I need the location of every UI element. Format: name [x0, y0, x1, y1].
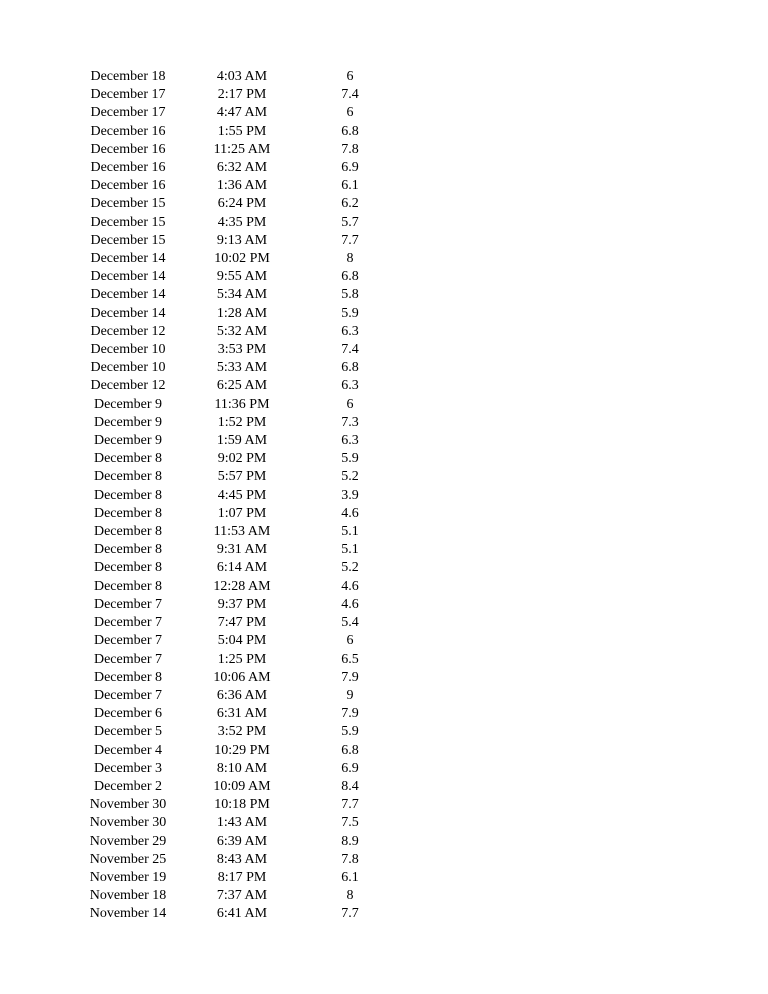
value-cell: 7.7	[341, 232, 359, 248]
table-row	[60, 487, 412, 505]
value-cell: 6.2	[341, 196, 359, 212]
time-cell: 6:36 AM	[216, 687, 268, 703]
table-row	[60, 68, 412, 86]
table-row	[60, 578, 412, 596]
value-cell: 6.9	[341, 760, 359, 776]
value-cell: 6.3	[341, 433, 359, 449]
table-row	[60, 414, 412, 432]
value-cell: 5.2	[341, 560, 359, 576]
value-cell: 7.4	[341, 342, 359, 358]
value-cell: 6.9	[341, 160, 359, 176]
table-row	[60, 760, 412, 778]
time-cell: 5:33 AM	[216, 360, 268, 376]
date-cell: December 8	[93, 524, 163, 540]
time-cell: 7:47 PM	[217, 615, 267, 631]
time-cell: 6:14 AM	[216, 560, 268, 576]
table-row	[60, 833, 412, 851]
time-cell: 1:59 AM	[216, 433, 268, 449]
time-cell: 8:10 AM	[216, 760, 268, 776]
value-cell: 4.6	[341, 578, 359, 594]
value-cell: 6.3	[341, 323, 359, 339]
time-cell: 6:24 PM	[217, 196, 267, 212]
table-row	[60, 377, 412, 395]
value-cell: 6.8	[341, 123, 359, 139]
table-row	[60, 341, 412, 359]
value-cell: 6.8	[341, 742, 359, 758]
table-row	[60, 268, 412, 286]
value-cell: 8.9	[341, 833, 359, 849]
time-cell: 3:53 PM	[217, 342, 267, 358]
table-row	[60, 651, 412, 669]
value-cell: 6	[346, 105, 354, 121]
date-cell: November 14	[89, 906, 167, 922]
value-cell: 4.6	[341, 505, 359, 521]
date-cell: December 8	[93, 669, 163, 685]
date-cell: December 8	[93, 542, 163, 558]
time-cell: 9:13 AM	[216, 232, 268, 248]
date-cell: November 30	[89, 815, 167, 831]
date-cell: December 3	[93, 760, 163, 776]
value-cell: 8.4	[341, 778, 359, 794]
table-row	[60, 814, 412, 832]
table-row	[60, 559, 412, 577]
date-cell: December 7	[93, 633, 163, 649]
time-cell: 2:17 PM	[217, 87, 267, 103]
date-cell: December 8	[93, 469, 163, 485]
date-cell: December 8	[93, 560, 163, 576]
date-cell: December 5	[93, 724, 163, 740]
date-cell: December 12	[90, 378, 166, 394]
time-cell: 5:34 AM	[216, 287, 268, 303]
time-cell: 11:53 AM	[213, 524, 271, 540]
date-cell: December 14	[90, 287, 166, 303]
time-cell: 1:52 PM	[217, 414, 267, 430]
table-row	[60, 687, 412, 705]
table-row	[60, 851, 412, 869]
time-cell: 9:02 PM	[217, 451, 267, 467]
table-row	[60, 523, 412, 541]
table-row	[60, 669, 412, 687]
value-cell: 5.2	[341, 469, 359, 485]
time-cell: 6:31 AM	[216, 706, 268, 722]
date-cell: November 19	[89, 869, 167, 885]
value-cell: 6	[346, 633, 354, 649]
date-cell: December 14	[90, 269, 166, 285]
table-row	[60, 323, 412, 341]
table-row	[60, 214, 412, 232]
table-row	[60, 632, 412, 650]
time-cell: 1:43 AM	[216, 815, 268, 831]
time-cell: 9:37 PM	[217, 596, 267, 612]
time-cell: 6:39 AM	[216, 833, 268, 849]
table-row	[60, 742, 412, 760]
table-row	[60, 887, 412, 905]
time-cell: 6:32 AM	[216, 160, 268, 176]
time-cell: 1:28 AM	[216, 305, 268, 321]
table-row	[60, 905, 412, 923]
data-table	[60, 68, 412, 924]
table-row	[60, 104, 412, 122]
date-cell: December 16	[90, 160, 166, 176]
table-row	[60, 505, 412, 523]
time-cell: 1:36 AM	[216, 178, 268, 194]
value-cell: 6.8	[341, 360, 359, 376]
time-cell: 7:37 AM	[216, 888, 268, 904]
table-row	[60, 705, 412, 723]
date-cell: December 15	[90, 196, 166, 212]
date-cell: November 29	[89, 833, 167, 849]
date-cell: December 10	[90, 342, 166, 358]
value-cell: 7.5	[341, 815, 359, 831]
date-cell: December 7	[93, 651, 163, 667]
date-cell: December 9	[93, 433, 163, 449]
time-cell: 4:47 AM	[216, 105, 268, 121]
value-cell: 5.4	[341, 615, 359, 631]
value-cell: 7.9	[341, 706, 359, 722]
date-cell: December 12	[90, 323, 166, 339]
value-cell: 5.9	[341, 451, 359, 467]
time-cell: 10:29 PM	[214, 742, 270, 758]
date-cell: December 17	[90, 105, 166, 121]
date-cell: November 18	[89, 888, 167, 904]
table-row	[60, 468, 412, 486]
date-cell: December 17	[90, 87, 166, 103]
time-cell: 12:28 AM	[213, 578, 271, 594]
date-cell: December 16	[90, 123, 166, 139]
value-cell: 7.7	[341, 906, 359, 922]
date-cell: December 8	[93, 487, 163, 503]
time-cell: 1:25 PM	[217, 651, 267, 667]
time-cell: 11:25 AM	[213, 141, 271, 157]
date-cell: December 15	[90, 232, 166, 248]
table-row	[60, 869, 412, 887]
date-cell: December 9	[93, 414, 163, 430]
table-row	[60, 286, 412, 304]
time-cell: 5:04 PM	[217, 633, 267, 649]
table-row	[60, 432, 412, 450]
table-row	[60, 123, 412, 141]
value-cell: 7.3	[341, 414, 359, 430]
time-cell: 10:09 AM	[213, 778, 271, 794]
table-row	[60, 359, 412, 377]
table-row	[60, 141, 412, 159]
date-cell: December 16	[90, 178, 166, 194]
table-row	[60, 396, 412, 414]
time-cell: 11:36 PM	[214, 396, 270, 412]
value-cell: 3.9	[341, 487, 359, 503]
value-cell: 5.1	[341, 524, 359, 540]
date-cell: December 7	[93, 615, 163, 631]
table-row	[60, 232, 412, 250]
data-table-body	[60, 68, 412, 924]
value-cell: 6.8	[341, 269, 359, 285]
date-cell: December 7	[93, 687, 163, 703]
date-cell: December 15	[90, 214, 166, 230]
value-cell: 7.8	[341, 851, 359, 867]
value-cell: 5.7	[341, 214, 359, 230]
date-cell: December 10	[90, 360, 166, 376]
date-cell: December 7	[93, 596, 163, 612]
value-cell: 8	[346, 251, 354, 267]
time-cell: 8:17 PM	[217, 869, 267, 885]
time-cell: 3:52 PM	[217, 724, 267, 740]
value-cell: 6	[346, 69, 354, 84]
value-cell: 6	[346, 396, 354, 412]
date-cell: December 9	[93, 396, 163, 412]
table-row	[60, 305, 412, 323]
value-cell: 4.6	[341, 596, 359, 612]
time-cell: 4:03 AM	[216, 69, 268, 84]
table-row	[60, 450, 412, 468]
value-cell: 7.9	[341, 669, 359, 685]
value-cell: 9	[346, 687, 354, 703]
value-cell: 5.9	[341, 724, 359, 740]
table-row	[60, 177, 412, 195]
time-cell: 5:57 PM	[217, 469, 267, 485]
table-row	[60, 596, 412, 614]
table-row	[60, 723, 412, 741]
value-cell: 7.7	[341, 797, 359, 813]
time-cell: 10:02 PM	[214, 251, 270, 267]
time-cell: 5:32 AM	[216, 323, 268, 339]
date-cell: December 16	[90, 141, 166, 157]
time-cell: 4:45 PM	[217, 487, 267, 503]
time-cell: 6:25 AM	[216, 378, 268, 394]
table-row	[60, 796, 412, 814]
value-cell: 6.1	[341, 178, 359, 194]
time-cell: 10:06 AM	[213, 669, 271, 685]
date-cell: December 14	[90, 251, 166, 267]
value-cell: 7.4	[341, 87, 359, 103]
date-cell: December 8	[93, 451, 163, 467]
date-cell: November 30	[89, 797, 167, 813]
date-cell: December 18	[90, 69, 166, 84]
time-cell: 1:55 PM	[217, 123, 267, 139]
table-row	[60, 195, 412, 213]
value-cell: 5.8	[341, 287, 359, 303]
date-cell: November 25	[89, 851, 167, 867]
value-cell: 5.9	[341, 305, 359, 321]
table-row	[60, 614, 412, 632]
date-cell: December 4	[93, 742, 163, 758]
table-row	[60, 86, 412, 104]
date-cell: December 14	[90, 305, 166, 321]
time-cell: 1:07 PM	[217, 505, 267, 521]
time-cell: 6:41 AM	[216, 906, 268, 922]
table-row	[60, 541, 412, 559]
time-cell: 9:55 AM	[216, 269, 268, 285]
table-row	[60, 250, 412, 268]
date-cell: December 2	[93, 778, 163, 794]
date-cell: December 6	[93, 706, 163, 722]
value-cell: 7.8	[341, 141, 359, 157]
value-cell: 6.1	[341, 869, 359, 885]
time-cell: 10:18 PM	[214, 797, 270, 813]
table-row	[60, 159, 412, 177]
value-cell: 8	[346, 888, 354, 904]
value-cell: 6.3	[341, 378, 359, 394]
date-cell: December 8	[93, 578, 163, 594]
table-row	[60, 778, 412, 796]
date-cell: December 8	[93, 505, 163, 521]
value-cell: 6.5	[341, 651, 359, 667]
time-cell: 9:31 AM	[216, 542, 268, 558]
time-cell: 8:43 AM	[216, 851, 268, 867]
value-cell: 5.1	[341, 542, 359, 558]
time-cell: 4:35 PM	[217, 214, 267, 230]
